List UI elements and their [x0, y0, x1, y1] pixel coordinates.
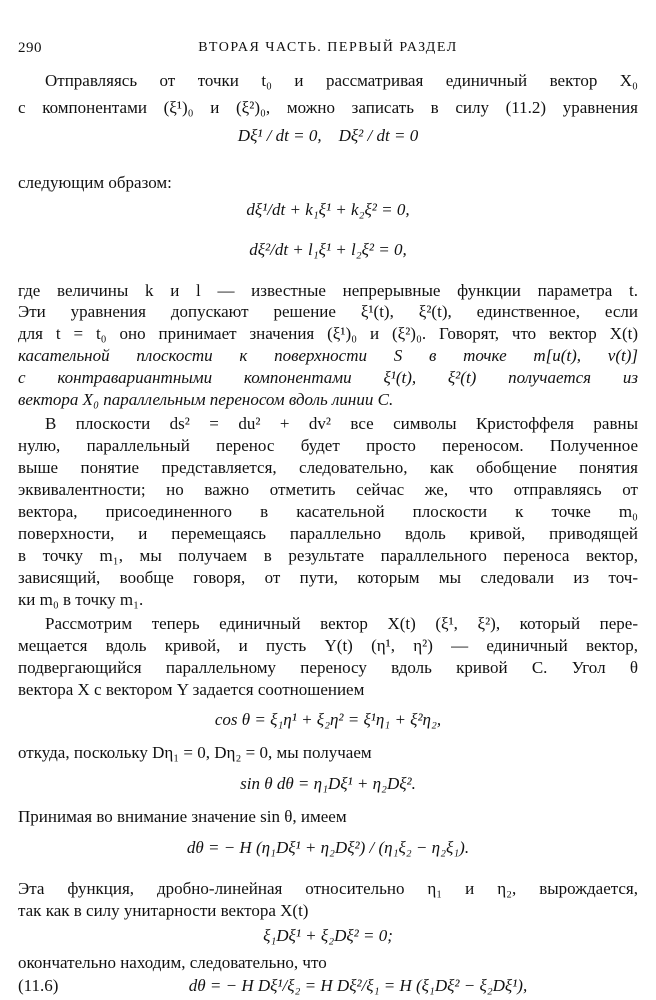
equation-part: Dξ¹ / dt = 0,	[237, 126, 322, 145]
equation-second: dξ²/dt + l₁ξ¹ + l₂ξ² = 0,	[249, 240, 407, 259]
equation-unitarity: ξ₁Dξ¹ + ξ₂Dξ² = 0;	[263, 926, 393, 945]
text-line: окончательно находим, следовательно, что	[18, 953, 327, 972]
text-line: выше понятие представляется, следовательно, как обобщение понятия	[18, 458, 638, 477]
text-line: с контравариантными компонентами ξ¹(t), ξ²(t) получается из	[18, 368, 638, 387]
equation-11-6: dθ = − H Dξ¹/ξ₂ = H Dξ²/ξ₁ = H (ξ₁Dξ² − ξ₂Dξ¹),	[188, 976, 528, 995]
text-line: откуда, поскольку Dη₁ = 0, Dη₂ = 0, мы получаем	[18, 743, 372, 762]
text-line: касательной плоскости к поверхности S в точке m[u(t), v(t)]	[18, 346, 638, 365]
text-line: вектора X с вектором Y задается соотношением	[18, 680, 365, 699]
equation-part: Dξ² / dt = 0	[338, 126, 419, 145]
running-title: ВТОРАЯ ЧАСТЬ. ПЕРВЫЙ РАЗДЕЛ	[198, 40, 458, 55]
text-line: ки m₀ в точку m₁.	[18, 590, 144, 609]
text-line: эквивалентности; но важно отметить сейчас же, что отправляясь от	[18, 480, 638, 499]
text-line: подвергающийся параллельному переносу вдоль кривой C. Угол θ	[18, 658, 638, 677]
text-line: поверхности, и перемещаясь параллельно вдоль кривой, приводящей	[18, 524, 638, 543]
text-line: Эта функция, дробно-линейная относительно η₁ и η₂, вырождается,	[18, 879, 638, 898]
text-line: следующим образом:	[18, 173, 172, 192]
text-line: Отправляясь от точки t₀ и рассматривая единичный вектор X₀	[45, 71, 638, 90]
equation-sin-theta: sin θ dθ = η₁Dξ¹ + η₂Dξ².	[240, 774, 416, 793]
text-line: в точку m₁, мы получаем в результате параллельного переноса вектор,	[18, 546, 638, 565]
text-line: Эти уравнения допускают решение ξ¹(t), ξ²(t), единственное, если	[18, 302, 638, 321]
text-line: мещается вдоль кривой, и пусть Y(t) (η¹, η²) — единичный вектор,	[18, 636, 638, 655]
page-number: 290	[18, 40, 42, 56]
equation-number: (11.6)	[18, 976, 59, 995]
text-line: зависящий, вообще говоря, от пути, которым мы следовали из точ-	[18, 568, 638, 587]
equation-dtheta: dθ = − H (η₁Dξ¹ + η₂Dξ²) / (η₁ξ₂ − η₂ξ₁).	[186, 838, 470, 857]
text-line: где величины k и l — известные непрерывные функции параметра t.	[18, 281, 638, 300]
equation-first: dξ¹/dt + k₁ξ¹ + k₂ξ² = 0,	[246, 200, 410, 219]
text-line: Принимая во внимание значение sin θ, имеем	[18, 807, 347, 826]
equation-covariant-zero	[0, 126, 656, 146]
text-line: нулю, параллельный перенос будет просто переносом. Полученное	[18, 436, 638, 455]
equation-cos-theta: cos θ = ξ₁η¹ + ξ₂η² = ξ¹η₁ + ξ²η₂,	[214, 710, 442, 729]
text-line: Рассмотрим теперь единичный вектор X(t) (ξ¹, ξ²), который пере-	[45, 614, 638, 633]
text-line: с компонентами (ξ¹)₀ и (ξ²)₀, можно записать в силу (11.2) уравнения	[18, 98, 638, 117]
text-line: так как в силу унитарности вектора X(t)	[18, 901, 309, 920]
text-line: вектора X₀ параллельным переносом вдоль линии C.	[18, 390, 394, 409]
text-line: для t = t₀ оно принимает значения (ξ¹)₀ и (ξ²)₀. Говорят, что вектор X(t)	[18, 324, 638, 343]
text-line: вектора, присоединенного в касательной плоскости к точке m₀	[18, 502, 638, 521]
text-line: В плоскости ds² = du² + dv² все символы Кристоффеля равны	[45, 414, 638, 433]
